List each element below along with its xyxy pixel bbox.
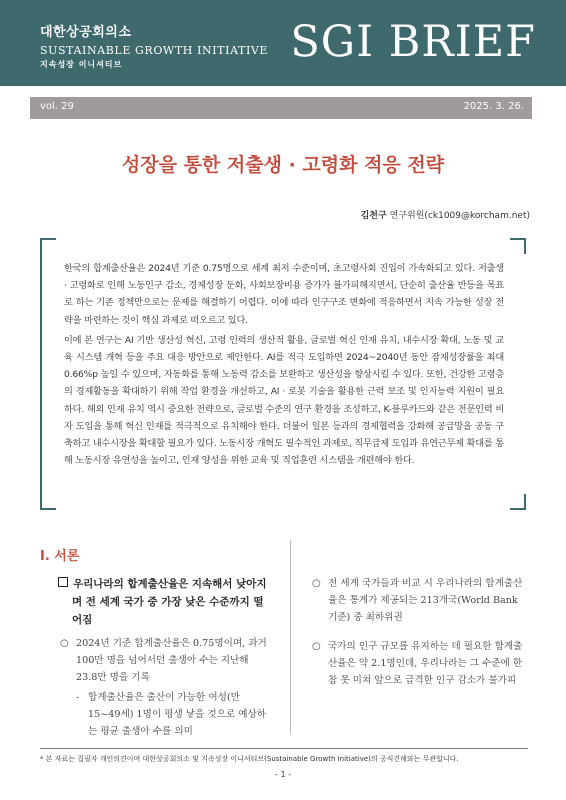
square-bullet-icon — [58, 577, 68, 587]
detail-point — [60, 689, 270, 740]
author-line — [361, 208, 530, 221]
corner-bracket — [40, 238, 56, 254]
column-divider — [290, 540, 291, 735]
corner-bracket — [510, 238, 526, 254]
org-name-korean: 대한상공회의소 — [40, 25, 132, 40]
brief-logo-title: SGI BRIEF — [290, 17, 536, 67]
summary-box — [40, 238, 526, 510]
circle-bullet-icon: ○ — [312, 578, 321, 589]
footnote: * 본 자료는 집필자 개인의견이며 대한상공회의소 및 지속성장 이니셔티브(Sustainable Growth Initiative)의 공식견해와는 무관합니다. — [40, 755, 459, 763]
corner-bracket — [510, 494, 526, 510]
corner-bracket — [40, 494, 56, 510]
header-banner — [0, 0, 566, 86]
main-point — [58, 575, 270, 629]
org-name-english: SUSTAINABLE GROWTH INITIATIVE — [40, 44, 269, 57]
main-point-text: 우리나라의 합계출산율은 지속해서 낮아지며 전 세계 국가 중 가장 낮은 수준까지 떨어짐 — [72, 578, 267, 626]
summary-paragraph: 이에 본 연구는 AI 기반 생산성 혁신, 고령 인력의 생산적 활용, 글로벌 혁신 인재 유치, 내수시장 확대, 노동 및 교육 시스템 개혁 등을 주요 대응 방안으로 제안한다. AI를 적극 도입하면 2024~2040년 동안 잠재성장률을 최대 0.66%p 높일 수 있으며, 자동화를 통해 노동력 감소를 보완하고 생산성을 향상시킬 수 있다. 또한, 건강한 고령층의 경제활동을 확대하기 위해 작업 환경을 개선하고, AI · 로봇 기술을 활용한 근력 보조 및 인지능력 지원이 필요하다. 해외 인재 유치 역시 중요한 전략으로, 글로벌 수준의 연구 환경을 조성하고, K-블루카드와 같은 전문인력 비자 도입을 통해 혁신 인재를 적극적으로 유치해야 한다. 더불어 일본 등과의 경제협력을 강화해 공급망을 공동 구축하고 내수시장을 확대할 필요가 있다. 노동시장 개혁도 필수적인 과제로, 직무급제 도입과 유연근무제 확대를 통해 노동시장 유연성을 높이고, 인재 양성을 위한 교육 및 직업훈련 시스템을 개편해야 한다. — [64, 334, 504, 467]
sub-point — [312, 575, 524, 626]
author-role: 연구위원(ck1009@korcham.net) — [389, 211, 530, 221]
dash-bullet-icon: - — [76, 692, 80, 703]
circle-bullet-icon: ○ — [312, 641, 321, 652]
summary-paragraph: 한국의 합계출산율은 2024년 기준 0.75명으로 세계 최저 수준이며, 초고령사회 진입이 가속화되고 있다. 저출생 · 고령화로 인해 노동인구 감소, 경제성장 둔화, 사회보장비용 증가가 불가피해지면서, 단순히 출산율 반등을 목표로 하는 기존 정책만으로는 문제를 해결하기 어렵다. 이에 따라 인구구조 변화에 적응하면서 지속 가능한 성장 전략을 마련하는 것이 핵심 과제로 떠오르고 있다. — [64, 263, 504, 326]
sub-point-text: 2024년 기준 합계출산율은 0.75명이며, 과거 100만 명을 넘어서던 출생아 수는 지난해 23.8만 명을 기록 — [76, 638, 267, 683]
sub-point-text: 전 세계 국가들과 비교 시 우리나라의 합계출산율은 통계가 제공되는 213개국(World Bank 기준) 중 최하위권 — [328, 578, 523, 623]
left-column — [60, 575, 270, 740]
detail-point-text: 합계출산율은 출산이 가능한 여성(만 15~49세) 1명이 평생 낳을 것으로 예상하는 평균 출생아 수를 의미 — [88, 692, 267, 737]
right-column — [312, 575, 524, 701]
sub-point-text: 국가의 인구 규모를 유지하는 데 필요한 합계출산율은 약 2.1명인데, 우리나라는 그 수준에 한참 못 미쳐 앞으로 급격한 인구 감소가 불가피 — [328, 641, 523, 686]
section-heading: Ⅰ. 서론 — [40, 549, 80, 564]
volume-bar — [30, 97, 532, 119]
summary-left-rule — [40, 252, 42, 496]
author-name: 김천구 — [360, 211, 387, 221]
page-title: 성장을 통한 저출생 · 고령화 적응 전략 — [121, 154, 445, 176]
sub-point — [312, 638, 524, 689]
sub-point — [60, 635, 270, 686]
org-subtitle: 지속성장 이니셔티브 — [40, 60, 123, 69]
circle-bullet-icon: ○ — [60, 638, 69, 649]
volume-number: vol. 29 — [40, 101, 74, 112]
footnote-rule — [40, 748, 528, 749]
page-number: - 1 - — [275, 770, 291, 779]
publish-date: 2025. 3. 26. — [463, 101, 524, 112]
